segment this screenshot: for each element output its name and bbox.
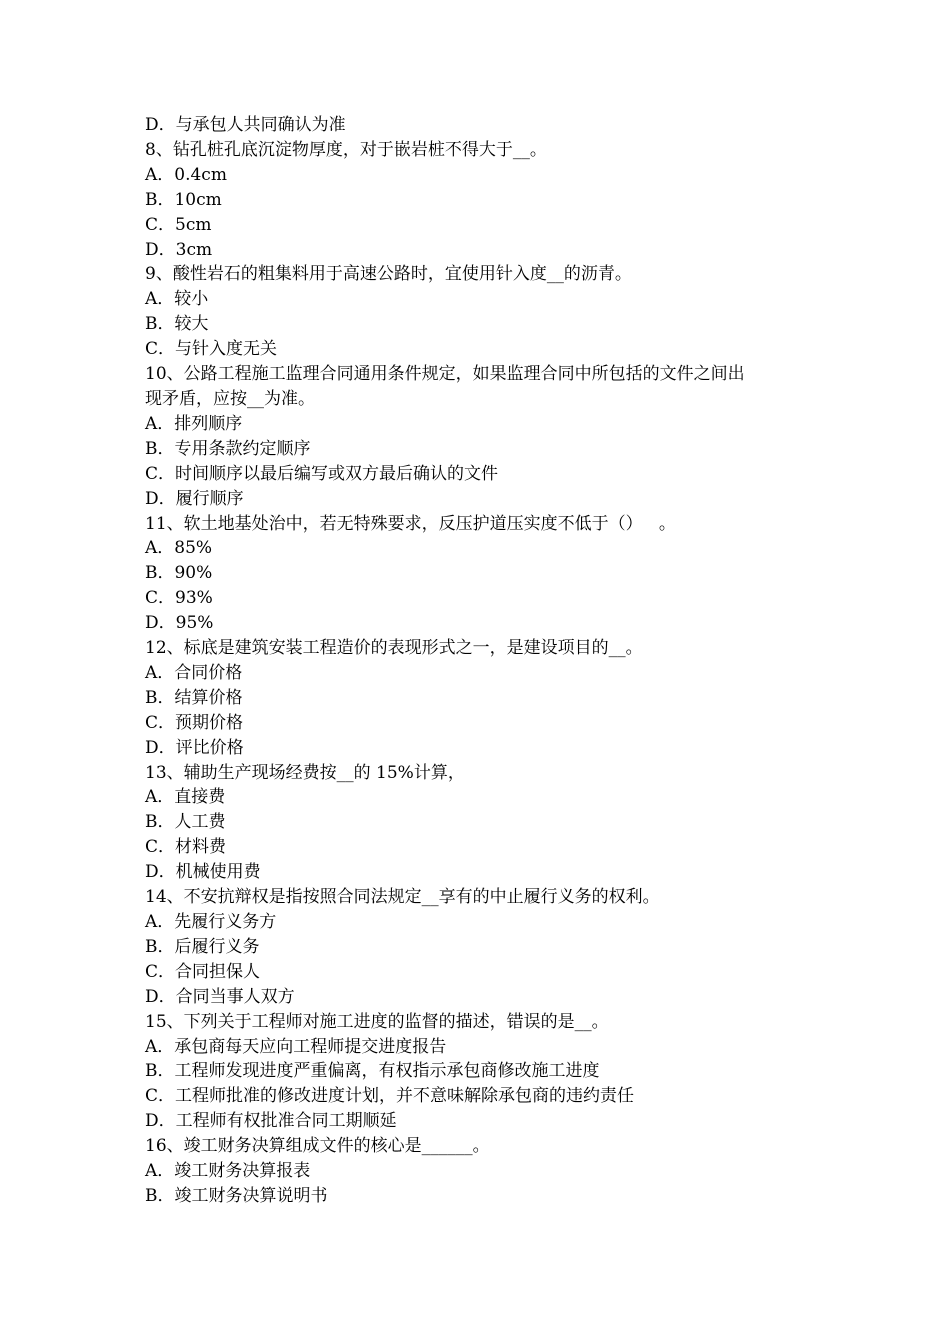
option-line: D．评比价格 bbox=[145, 737, 244, 758]
option-line: A．排列顺序 bbox=[145, 413, 243, 434]
option-line: B．后履行义务 bbox=[145, 936, 260, 957]
question-line: 13、辅助生产现场经费按__的 15%计算， bbox=[145, 762, 465, 783]
option-line: B．结算价格 bbox=[145, 687, 243, 708]
option-line: D．与承包人共同确认为准 bbox=[145, 115, 346, 135]
option-line: C．与针入度无关 bbox=[145, 339, 278, 360]
option-line: D．工程师有权批准合同工期顺延 bbox=[145, 1111, 397, 1132]
question-line: 14、不安抗辩权是指按照合同法规定__享有的中止履行义务的权利。 bbox=[145, 887, 660, 908]
option-line: A．合同价格 bbox=[145, 662, 243, 683]
option-line: A．承包商每天应向工程师提交进度报告 bbox=[145, 1036, 447, 1057]
option-line: B．90% bbox=[145, 563, 213, 584]
option-line: C．时间顺序以最后编写或双方最后确认的文件 bbox=[145, 463, 499, 484]
option-line: B．竣工财务决算说明书 bbox=[145, 1185, 328, 1206]
option-line: A．85% bbox=[145, 538, 213, 559]
option-line: D．合同当事人双方 bbox=[145, 986, 295, 1007]
question-line: 12、标底是建筑安装工程造价的表现形式之一，是建设项目的__。 bbox=[145, 638, 643, 659]
option-line: A．直接费 bbox=[145, 787, 226, 808]
option-line: A．0.4cm bbox=[145, 164, 227, 185]
option-line: D．3cm bbox=[145, 239, 213, 260]
option-line: D．履行顺序 bbox=[145, 488, 244, 509]
option-line: D．95% bbox=[145, 613, 214, 634]
question-line: 8、钻孔桩孔底沉淀物厚度，对于嵌岩桩不得大于__。 bbox=[145, 139, 547, 160]
question-line: 9、酸性岩石的粗集料用于高速公路时，宜使用针入度__的沥青。 bbox=[145, 264, 632, 285]
question-line: 15、下列关于工程师对施工进度的监督的描述，错误的是__。 bbox=[145, 1011, 609, 1032]
option-line: A．较小 bbox=[145, 289, 209, 310]
option-line: B．工程师发现进度严重偏离，有权指示承包商修改施工进度 bbox=[145, 1061, 600, 1082]
option-line: C．5cm bbox=[145, 214, 212, 235]
option-line: B．专用条款约定顺序 bbox=[145, 438, 311, 459]
question-line: 10、公路工程施工监理合同通用条件规定，如果监理合同中所包括的文件之间出 bbox=[145, 364, 745, 385]
option-line: C．材料费 bbox=[145, 837, 227, 858]
question-line-continued: 现矛盾，应按__为准。 bbox=[145, 388, 315, 409]
option-line: B．较大 bbox=[145, 314, 209, 335]
question-line: 11、软土地基处治中，若无特殊要求，反压护道压实度不低于（） 。 bbox=[145, 513, 676, 534]
option-line: A．先履行义务方 bbox=[145, 912, 277, 932]
question-list bbox=[145, 113, 825, 1209]
option-line: C．93% bbox=[145, 588, 213, 609]
option-line: D．机械使用费 bbox=[145, 862, 261, 883]
option-line: B．10cm bbox=[145, 189, 222, 210]
option-line: B．人工费 bbox=[145, 812, 226, 833]
option-line: A．竣工财务决算报表 bbox=[145, 1161, 311, 1182]
option-line: C．合同担保人 bbox=[145, 961, 261, 982]
option-line: C．工程师批准的修改进度计划，并不意味解除承包商的违约责任 bbox=[145, 1086, 635, 1107]
question-line: 16、竣工财务决算组成文件的核心是______。 bbox=[145, 1136, 490, 1157]
option-line: C．预期价格 bbox=[145, 712, 244, 733]
